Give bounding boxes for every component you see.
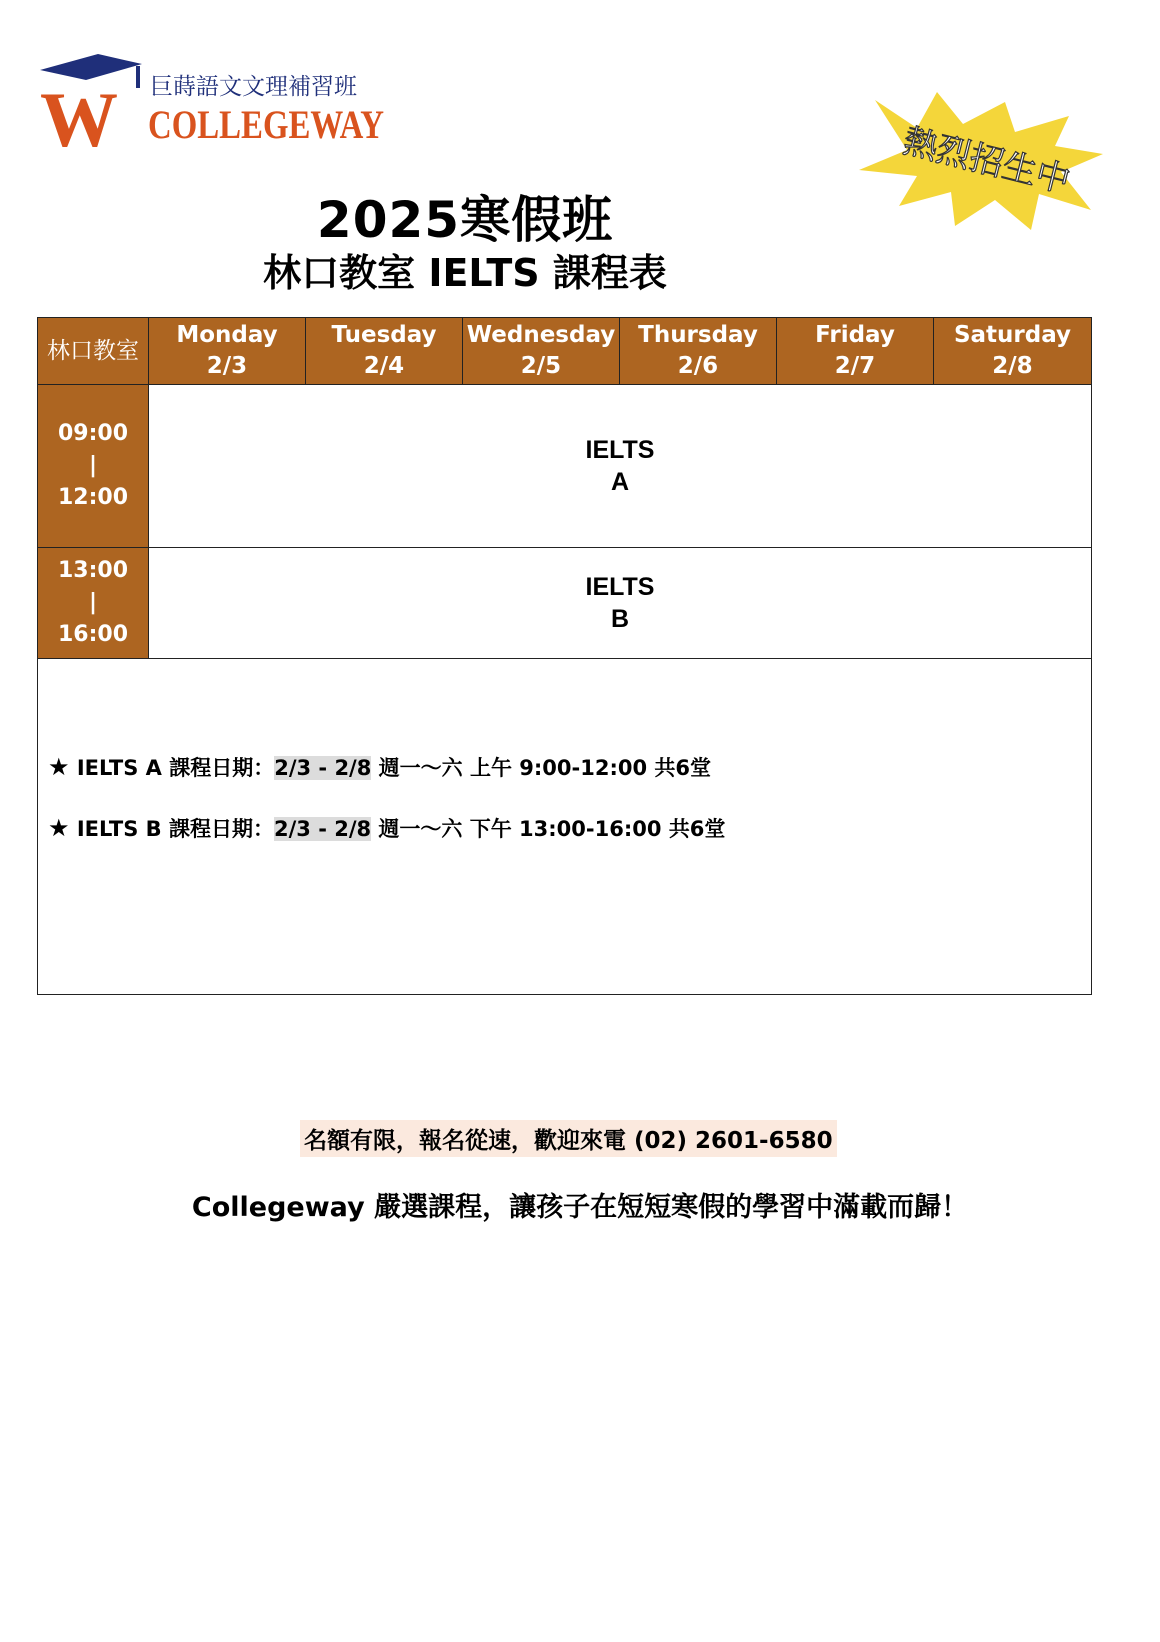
day-name: Wednesday [466,322,616,348]
day-name: Friday [815,322,895,348]
day-header-monday [149,318,306,385]
day-date: 2/4 [363,353,405,379]
corner-label: 林口教室 [38,318,149,385]
note-ielts-a [48,752,711,782]
day-name: Monday [176,322,278,348]
time-slot-morning [38,385,149,548]
day-name: Tuesday [331,322,437,348]
note-course: IELTS B 課程日期： [76,817,274,841]
slot-end: 12:00 [57,485,129,510]
logo-w: W [40,76,118,162]
note-ielts-b [48,813,725,843]
contact-line: 名額有限，報名從速，歡迎來電 (02) 2601-6580 [300,1120,837,1157]
day-header-thursday [620,318,777,385]
day-date: 2/3 [206,353,248,379]
day-header-friday [777,318,934,385]
day-header-saturday [934,318,1092,385]
schedule-table [37,317,1092,995]
page-title: 2025寒假班 [316,191,614,249]
schedule-header-row [38,318,1092,385]
badge-text: 熱烈招生中 [899,121,1075,202]
day-header-tuesday [306,318,463,385]
note-dates: 2/3 - 2/8 [274,756,372,780]
star-icon: ★ [48,753,70,781]
class-course: IELTS [585,573,655,601]
class-group: A [610,468,630,496]
day-name: Thursday [638,322,758,348]
logo-mark-icon [40,52,420,162]
logo-english-name: COLLEGEWAY [148,102,385,147]
day-name: Saturday [953,322,1072,348]
day-date: 2/8 [992,353,1033,379]
day-date: 2/7 [834,353,876,379]
day-date: 2/6 [677,353,719,379]
day-date: 2/5 [520,353,562,379]
slot-separator: | [88,453,98,478]
slot-start: 09:00 [57,421,129,446]
collegeway-logo [40,52,420,162]
page-subtitle: 林口教室 IELTS 課程表 [263,251,667,295]
day-header-wednesday [463,318,620,385]
schedule-row-afternoon [38,548,1092,659]
note-detail: 週一～六 下午 13:00-16:00 共6堂 [371,817,726,841]
slogan: Collegeway 嚴選課程，讓孩子在短短寒假的學習中滿載而歸！ [191,1192,969,1223]
note-course: IELTS A 課程日期： [76,756,275,780]
note-dates: 2/3 - 2/8 [273,817,372,841]
time-slot-afternoon [38,548,149,659]
slot-start: 13:00 [57,558,129,583]
logo-chinese-name: 巨蒔語文文理補習班 [150,74,357,100]
schedule-row-morning [38,385,1092,548]
slot-separator: | [88,590,98,615]
class-block-ielts-a [149,385,1092,548]
class-course: IELTS [585,436,655,464]
class-group: B [610,605,630,633]
class-block-ielts-b [149,548,1092,659]
star-icon: ★ [48,814,70,842]
slot-end: 16:00 [57,622,129,647]
note-detail: 週一～六 上午 9:00-12:00 共6堂 [371,756,711,780]
